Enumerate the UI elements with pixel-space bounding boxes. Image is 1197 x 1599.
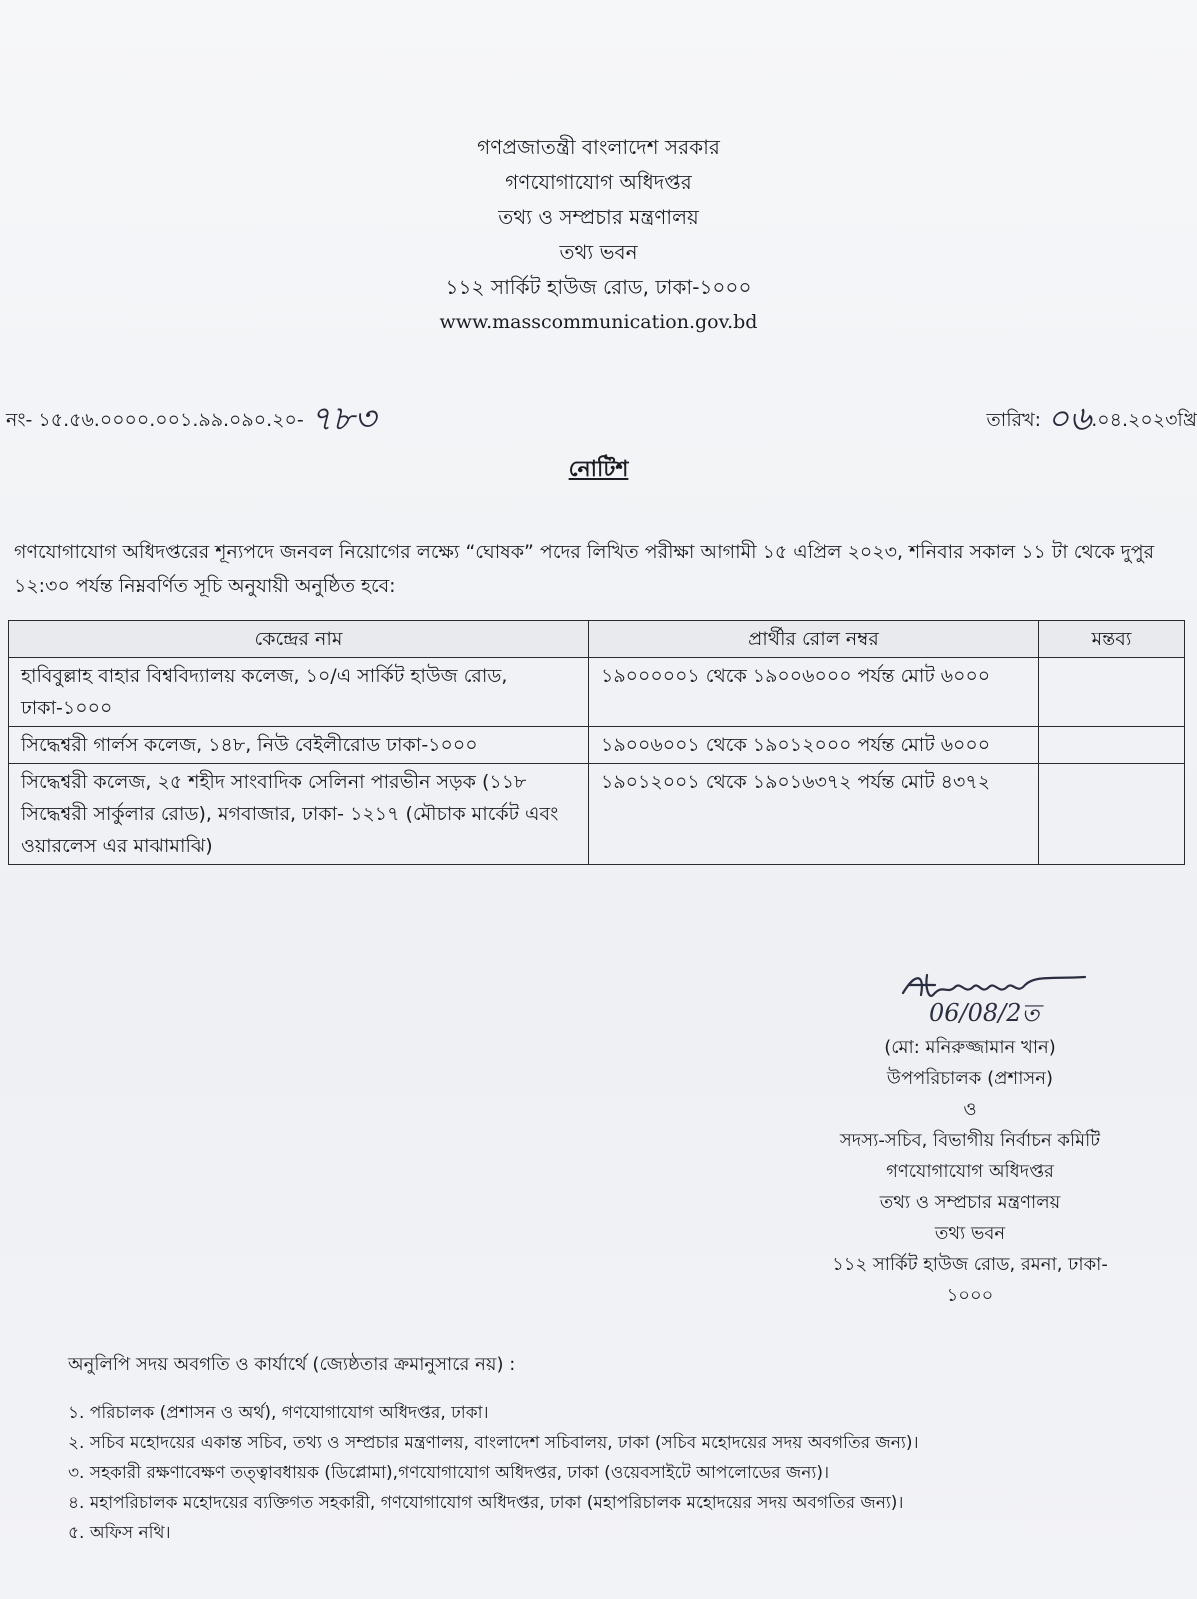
- list-item: ১. পরিচালক (প্রশাসন ও অর্থ), গণযোগাযোগ অধিদপ্তর, ঢাকা।: [68, 1403, 489, 1423]
- letterhead: [0, 130, 1197, 340]
- signatory-line: গণযোগাযোগ অধিদপ্তর: [886, 1161, 1054, 1182]
- memo-number-prefix: নং- ১৫.৫৬.০০০০.০০১.৯৯.০৯০.২০-: [6, 409, 304, 431]
- roll-range-cell: ১৯০০৬০০১ থেকে ১৯০১২০০০ পর্যন্ত মোট ৬০০০: [589, 727, 1039, 764]
- letterhead-department: গণযোগাযোগ অধিদপ্তর: [505, 170, 692, 194]
- handwritten-signature: [895, 965, 1095, 1027]
- letterhead-ministry: তথ্য ও সম্প্রচার মন্ত্রণালয়: [498, 205, 699, 229]
- remarks-cell: [1039, 658, 1185, 727]
- memo-number-handwritten: ৭৮৩: [309, 399, 377, 439]
- header-center-name: কেন্দ্রের নাম: [9, 621, 589, 658]
- notice-date: [986, 393, 1197, 450]
- signatory-line: ১০০০: [946, 1285, 994, 1306]
- list-item: ৫. অফিস নথি।: [68, 1523, 171, 1543]
- center-name-cell: সিদ্ধেশ্বরী গার্লস কলেজ, ১৪৮, নিউ বেইলীরোড ঢাকা-১০০০: [9, 727, 589, 764]
- signatory-block: [790, 1032, 1150, 1311]
- header-roll-number: প্রার্থীর রোল নম্বর: [589, 621, 1039, 658]
- center-name-cell: হাবিবুল্লাহ বাহার বিশ্ববিদ্যালয় কলেজ, ১০/এ সার্কিট হাউজ রোড, ঢাকা-১০০০: [9, 658, 589, 727]
- signatory-name: (মো: মনিরুজ্জামান খান): [884, 1037, 1056, 1058]
- signatory-line: সদস্য-সচিব, বিভাগীয় নির্বাচন কমিটি: [839, 1130, 1101, 1151]
- table-header-row: [9, 621, 1185, 658]
- center-name-cell: সিদ্ধেশ্বরী কলেজ, ২৫ শহীদ সাংবাদিক সেলিনা পারভীন সড়ক (১১৮ সিদ্ধেশ্বরী সার্কুলার রোড), মগবাজার, ঢাকা- ১২১৭ (মৌচাক মার্কেট এবং ওয়ারলেস এর মাঝামাঝি): [9, 764, 589, 865]
- letterhead-building: তথ্য ভবন: [559, 240, 638, 264]
- roll-range-cell: ১৯০০০০০১ থেকে ১৯০০৬০০০ পর্যন্ত মোট ৬০০০: [589, 658, 1039, 727]
- table-row: [9, 764, 1185, 865]
- copy-to-title: অনুলিপি সদয় অবগতি ও কার্যার্থে (জ্যেষ্ঠতার ক্রমানুসারে নয়) :: [68, 1354, 516, 1375]
- signatory-line: উপপরিচালক (প্রশাসন): [886, 1068, 1054, 1089]
- table-row: [9, 727, 1185, 764]
- list-item: ৪. মহাপরিচালক মহোদয়ের ব্যক্তিগত সহকারী, গণযোগাযোগ অধিদপ্তর, ঢাকা (মহাপরিচালক মহোদয়ের সদয় অবগতির জন্য)।: [68, 1493, 904, 1513]
- memo-number: [6, 393, 376, 450]
- letterhead-government: গণপ্রজাতন্ত্রী বাংলাদেশ সরকার: [477, 135, 720, 159]
- letterhead-website: www.masscommunication.gov.bd: [439, 311, 758, 333]
- signature-date: 06/08/2ত: [929, 999, 1040, 1027]
- signatory-line: ১১২ সার্কিট হাউজ রোড, রমনা, ঢাকা-: [832, 1254, 1108, 1275]
- roll-range-cell: ১৯০১২০০১ থেকে ১৯০১৬৩৭২ পর্যন্ত মোট ৪৩৭২: [589, 764, 1039, 865]
- copy-to-list: [68, 1398, 1178, 1548]
- notice-title: নোটিশ: [568, 457, 629, 482]
- exam-centers-table: [8, 620, 1185, 865]
- letterhead-address: ১১২ সার্কিট হাউজ রোড, ঢাকা-১০০০: [445, 275, 752, 299]
- signatory-line: তথ্য ও সম্প্রচার মন্ত্রণালয়: [879, 1192, 1061, 1213]
- signature-name-handwritten: Hzaman: [895, 965, 900, 966]
- remarks-cell: [1039, 764, 1185, 865]
- date-handwritten-day: ০৬: [1047, 399, 1092, 439]
- signatory-line: তথ্য ভবন: [934, 1223, 1006, 1244]
- header-remarks: মন্তব্য: [1039, 621, 1185, 658]
- list-item: ৩. সহকারী রক্ষণাবেক্ষণ তত্ত্বাবধায়ক (ডিপ্লোমা),গণযোগাযোগ অধিদপ্তর, ঢাকা (ওয়েবসাইটে আপলোডের জন্য)।: [68, 1463, 830, 1483]
- notice-body: গণযোগাযোগ অধিদপ্তরের শূন্যপদে জনবল নিয়োগের লক্ষ্যে “ঘোষক” পদের লিখিত পরীক্ষা আগামী ১৫ এপ্রিল ২০২৩, শনিবার সকাল ১১ টা থেকে দুপুর ১২:৩০ পর্যন্ত নিম্নবর্ণিত সূচি অনুযায়ী অনুষ্ঠিত হবে:: [14, 541, 1155, 597]
- date-rest: .০৪.২০২৩খ্রি: [1091, 409, 1197, 431]
- signatory-line: ও: [963, 1099, 977, 1120]
- table-row: [9, 658, 1185, 727]
- date-label: তারিখ:: [986, 409, 1041, 431]
- remarks-cell: [1039, 727, 1185, 764]
- list-item: ২. সচিব মহোদয়ের একান্ত সচিব, তথ্য ও সম্প্রচার মন্ত্রণালয়, বাংলাদেশ সচিবালয়, ঢাকা (সচিব মহোদয়ের সদয় অবগতির জন্য)।: [68, 1433, 919, 1453]
